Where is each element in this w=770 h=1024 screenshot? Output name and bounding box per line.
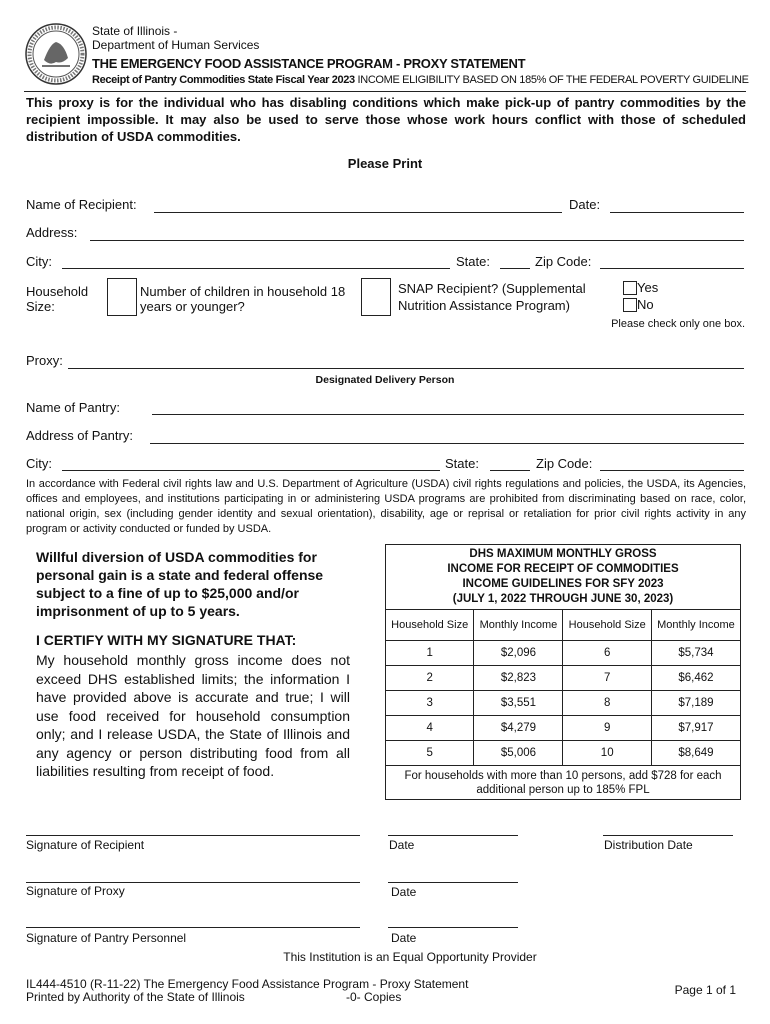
snap-no-label: No — [637, 297, 654, 312]
monthly-income-cell: $2,096 — [474, 641, 563, 666]
pantry-zip-label: Zip Code: — [536, 456, 593, 471]
income-title-line-4: (JULY 1, 2022 THROUGH JUNE 30, 2023) — [452, 593, 674, 605]
monthly-income-cell: $6,462 — [651, 666, 740, 691]
certify-text: My household monthly gross income does not exceed DHS established limits; the information I have provided above is accurate and true; I will use food received for household consumption only; and I release USDA, the State of Illinois and any agency or person distributing food from all liabilities resulting from receipt of food. — [36, 652, 350, 779]
children-count-box[interactable] — [361, 278, 391, 316]
city-label: City: — [26, 254, 52, 269]
state-seal — [24, 22, 88, 86]
monthly-income-cell: $4,279 — [474, 716, 563, 741]
distribution-date-line[interactable] — [603, 835, 733, 836]
pantry-personnel-signature-line[interactable] — [26, 927, 360, 928]
children-label: Number of children in household 18 years or younger? — [140, 284, 346, 314]
intro-text: This proxy is for the individual who has disabling conditions which make pick-up of pantry commodities by the recipient impossible. It may also be used to serve those whose work hours conflict with those of scheduled distribution of USDA commodities. — [26, 95, 746, 144]
income-table-footnote: For households with more than 10 persons, add $728 for each additional person up to 185% FPL — [404, 770, 722, 796]
diversion-warning: Willful diversion of USDA commodities for personal gain is a state and federal offense subject to a fine of up to $25,000 and/or imprisonment of up to 5 years. — [36, 549, 324, 619]
pantry-zip-field[interactable] — [600, 470, 744, 471]
col-household-size-b: Household Size — [563, 610, 651, 641]
zip-field[interactable] — [600, 268, 744, 269]
proxy-field[interactable] — [68, 368, 744, 369]
pantry-state-field[interactable] — [490, 470, 530, 471]
state-field[interactable] — [500, 268, 530, 269]
agency-line-1: State of Illinois - — [92, 24, 178, 38]
address-field[interactable] — [90, 240, 744, 241]
check-one-note: Please check only one box. — [611, 318, 745, 330]
household-size-box[interactable] — [107, 278, 137, 316]
household-size-label: Household Size: — [26, 284, 89, 314]
household-size-cell: 1 — [386, 641, 474, 666]
income-table-grid — [386, 609, 740, 766]
pantry-personnel-date-line[interactable] — [388, 927, 518, 928]
income-title-line-3: INCOME GUIDELINES FOR SFY 2023 — [462, 578, 664, 590]
monthly-income-cell: $7,189 — [651, 691, 740, 716]
pantry-city-label: City: — [26, 456, 52, 471]
pantry-personnel-date-label: Date — [391, 931, 417, 945]
household-size-cell: 5 — [386, 741, 474, 766]
snap-no-checkbox[interactable] — [623, 298, 637, 312]
col-monthly-income-b: Monthly Income — [651, 610, 740, 641]
certify-heading: I CERTIFY WITH MY SIGNATURE THAT: — [36, 632, 297, 648]
subtitle-bold: Receipt of Pantry Commodities State Fiscal Year 2023 — [92, 74, 355, 86]
pantry-name-field[interactable] — [152, 414, 744, 415]
pantry-address-field[interactable] — [150, 443, 744, 444]
table-row — [386, 716, 740, 741]
income-table-title — [386, 545, 740, 609]
recipient-signature-label: Signature of Recipient — [26, 838, 145, 852]
distribution-date-label: Distribution Date — [604, 838, 693, 852]
household-size-cell: 8 — [563, 691, 651, 716]
household-size-cell: 7 — [563, 666, 651, 691]
equal-opportunity-statement: This Institution is an Equal Opportunity Provider — [283, 950, 537, 964]
proxy-signature-line[interactable] — [26, 882, 360, 883]
table-row — [386, 641, 740, 666]
household-size-cell: 6 — [563, 641, 651, 666]
recipient-name-field[interactable] — [154, 212, 562, 213]
recipient-name-label: Name of Recipient: — [26, 197, 137, 212]
state-label: State: — [456, 254, 490, 269]
pantry-address-label: Address of Pantry: — [26, 428, 133, 443]
household-size-cell: 9 — [563, 716, 651, 741]
header-rule — [24, 91, 746, 92]
subtitle-rest: INCOME ELIGIBILITY BASED ON 185% OF THE FEDERAL POVERTY GUIDELINE — [354, 74, 749, 86]
proxy-signature-label: Signature of Proxy — [26, 884, 125, 898]
proxy-date-label: Date — [391, 885, 417, 899]
please-print: Please Print — [347, 156, 423, 171]
pantry-city-field[interactable] — [62, 470, 440, 471]
pantry-name-label: Name of Pantry: — [26, 400, 120, 415]
monthly-income-cell: $3,551 — [474, 691, 563, 716]
form-title: THE EMERGENCY FOOD ASSISTANCE PROGRAM - PROXY STATEMENT — [92, 56, 526, 71]
col-monthly-income-a: Monthly Income — [474, 610, 563, 641]
table-row — [386, 741, 740, 766]
date-label: Date: — [569, 197, 601, 212]
proxy-date-line[interactable] — [388, 882, 518, 883]
monthly-income-cell: $2,823 — [474, 666, 563, 691]
form-id: IL444-4510 (R-11-22) The Emergency Food Assistance Program - Proxy Statement — [26, 977, 469, 991]
city-field[interactable] — [62, 268, 450, 269]
household-size-cell: 3 — [386, 691, 474, 716]
form-subtitle — [92, 74, 749, 86]
snap-label: SNAP Recipient? (Supplemental Nutrition Assistance Program) — [398, 281, 586, 313]
recipient-date-line[interactable] — [388, 835, 518, 836]
page-number: Page 1 of 1 — [674, 983, 736, 997]
snap-yes-checkbox[interactable] — [623, 281, 637, 295]
monthly-income-cell: $8,649 — [651, 741, 740, 766]
date-field[interactable] — [610, 212, 744, 213]
income-title-line-1: DHS MAXIMUM MONTHLY GROSS — [469, 548, 657, 560]
pantry-personnel-signature-label: Signature of Pantry Personnel — [26, 931, 187, 945]
pantry-state-label: State: — [445, 456, 479, 471]
monthly-income-cell: $7,917 — [651, 716, 740, 741]
copies-count: -0- Copies — [346, 990, 402, 1004]
household-size-cell: 10 — [563, 741, 651, 766]
snap-yes-label: Yes — [637, 280, 659, 295]
recipient-date-label: Date — [389, 838, 415, 852]
monthly-income-cell: $5,734 — [651, 641, 740, 666]
address-label: Address: — [26, 225, 78, 240]
civil-rights-statement: In accordance with Federal civil rights law and U.S. Department of Agriculture (USDA) civil rights regulations and policies, the USDA, its Agencies, offices and employees, and institutions participating in or administering USDA programs are prohibited from discriminating based on race, color, national origin, sex (including gender identity and sexual orientation), disability, age or reprisal or retaliation for prior civil rights activity in any program or activity conducted or funded by USDA. — [26, 478, 746, 535]
income-table-header-row — [386, 610, 740, 641]
zip-label: Zip Code: — [535, 254, 592, 269]
household-size-cell: 2 — [386, 666, 474, 691]
table-row — [386, 666, 740, 691]
agency-line-2: Department of Human Services — [92, 38, 260, 52]
printed-by: Printed by Authority of the State of Illinois — [26, 990, 245, 1004]
proxy-label: Proxy: — [26, 353, 63, 368]
recipient-signature-line[interactable] — [26, 835, 360, 836]
income-guidelines-table — [385, 544, 741, 800]
designated-delivery-label: Designated Delivery Person — [315, 374, 455, 386]
table-row — [386, 691, 740, 716]
household-size-cell: 4 — [386, 716, 474, 741]
col-household-size-a: Household Size — [386, 610, 474, 641]
income-title-line-2: INCOME FOR RECEIPT OF COMMODITIES — [447, 563, 679, 575]
monthly-income-cell: $5,006 — [474, 741, 563, 766]
